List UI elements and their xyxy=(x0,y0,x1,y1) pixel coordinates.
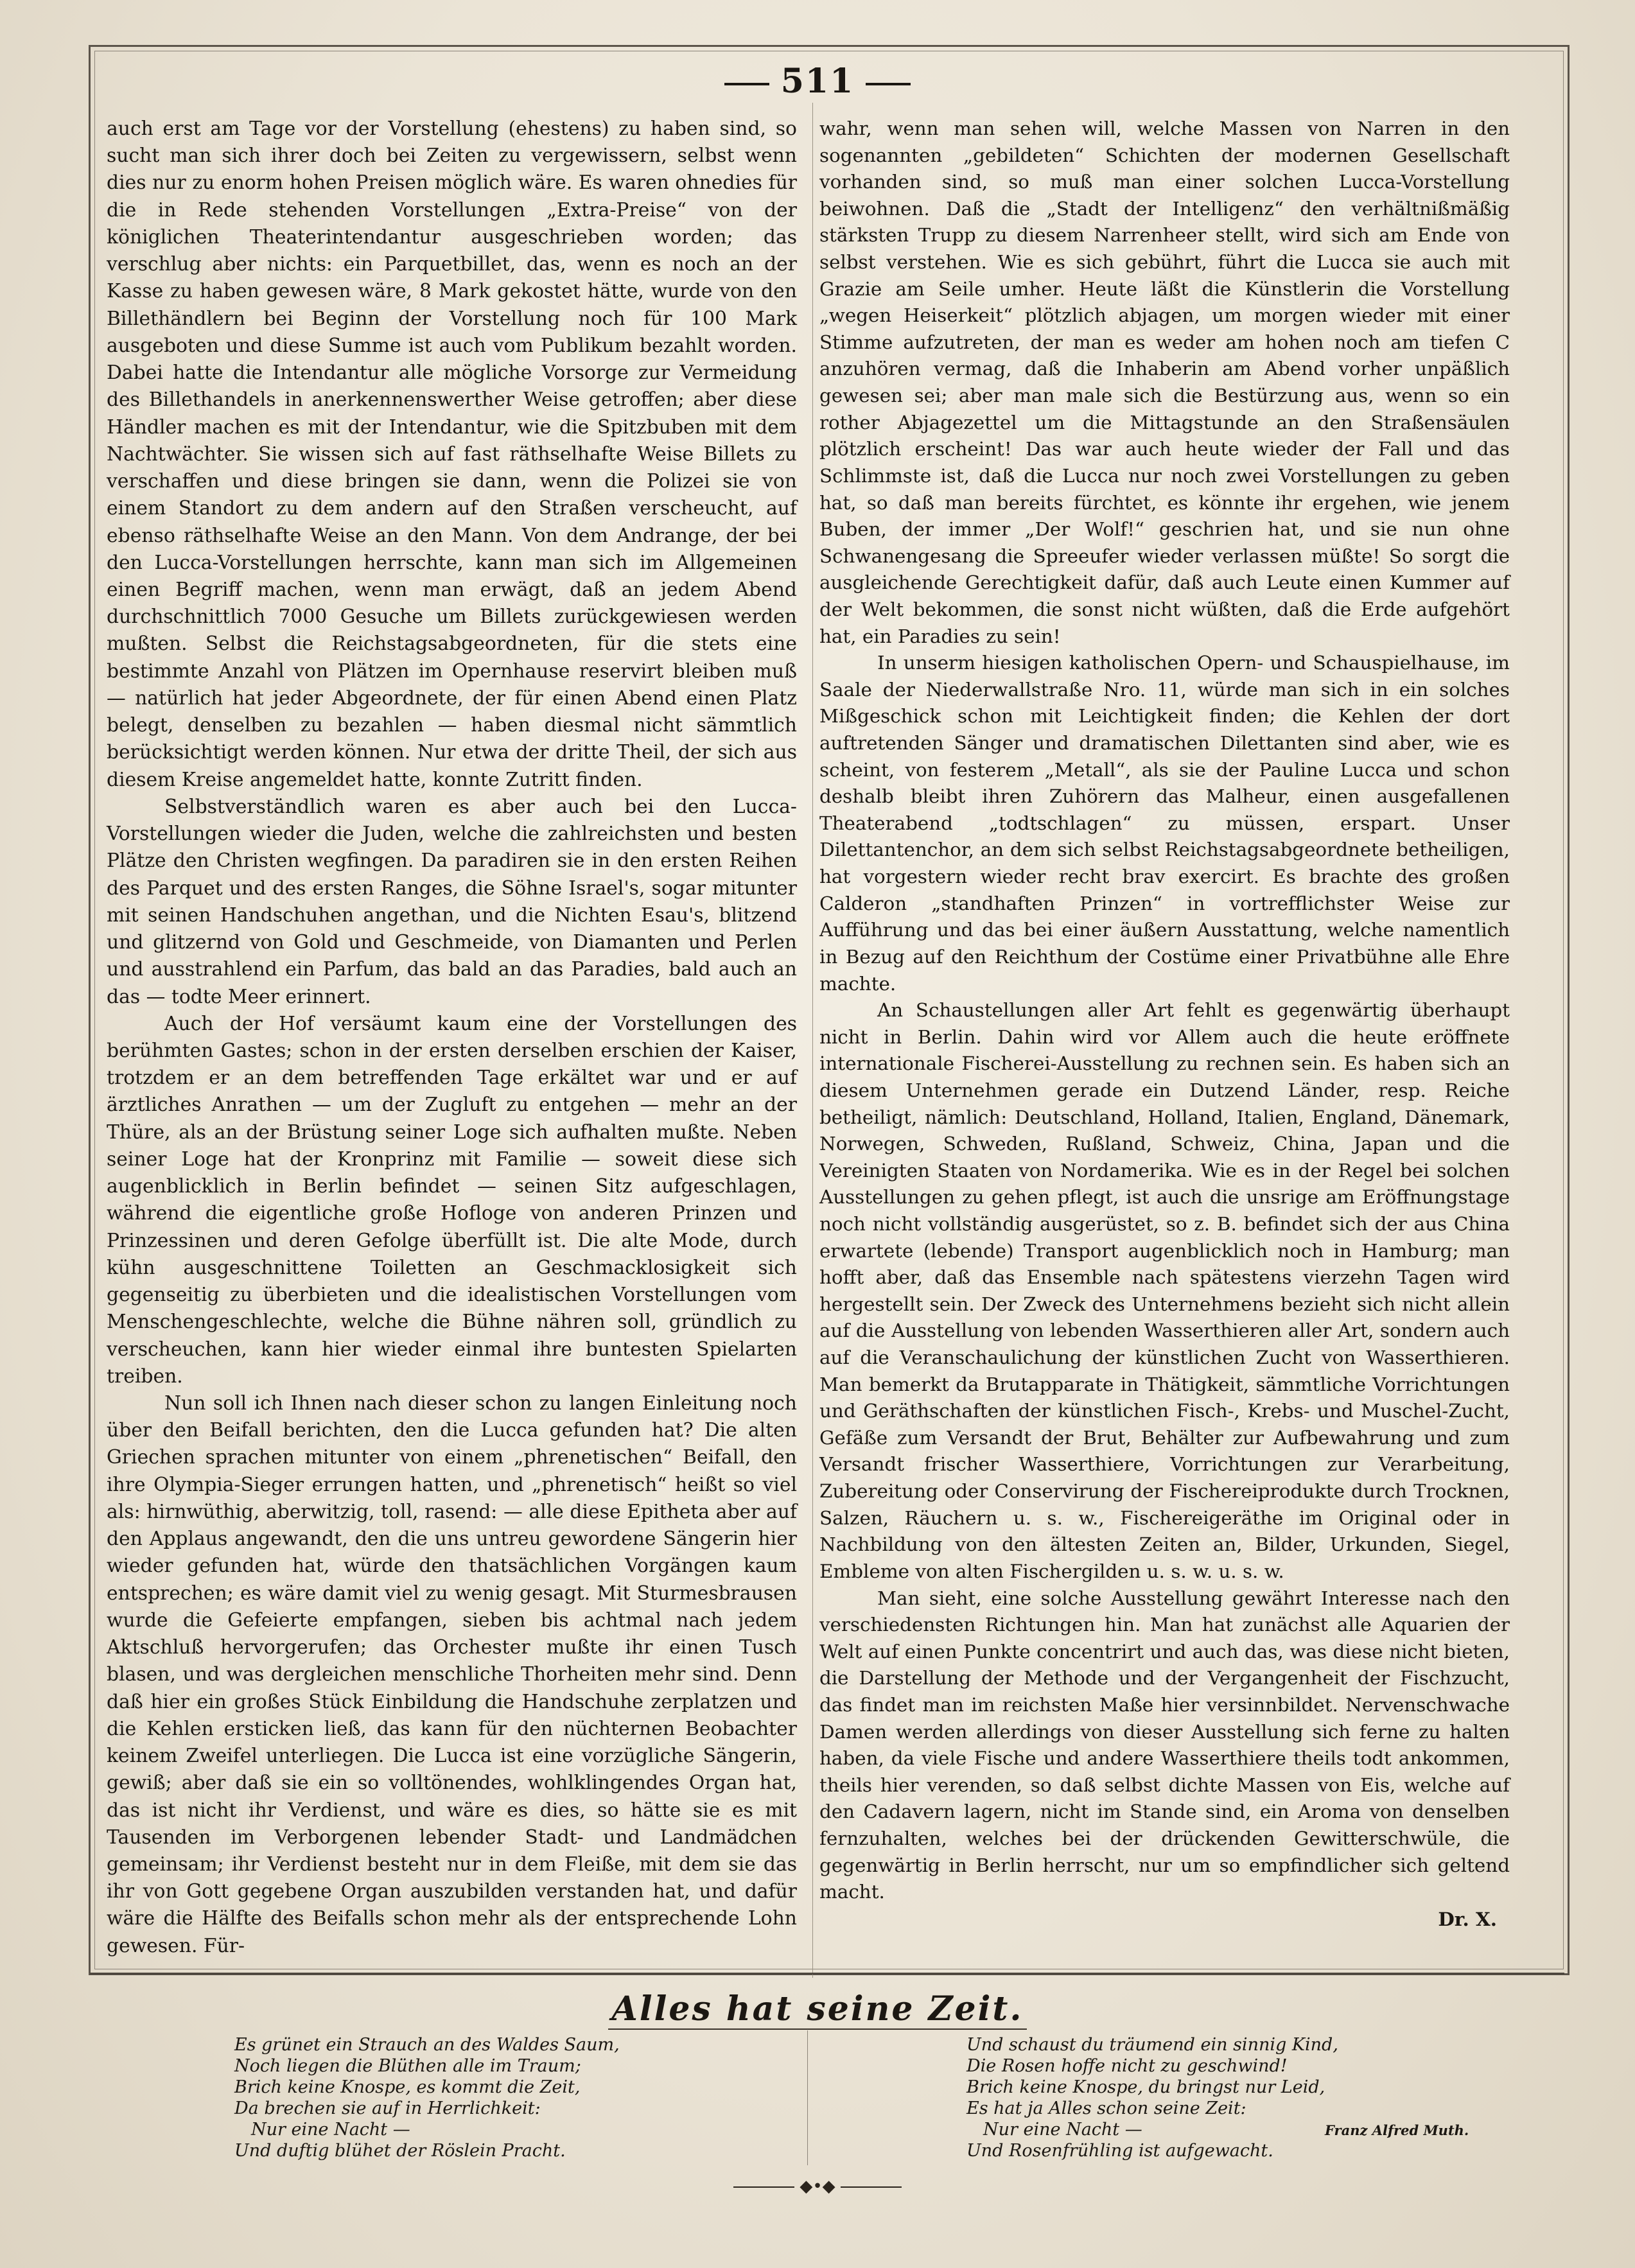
poem-line: Und schaust du träumend ein sinnig Kind, xyxy=(966,2035,1338,2055)
poem-line: Noch liegen die Blüthen alle im Traum; xyxy=(234,2056,581,2076)
ornament-glyph: ◆•◆ xyxy=(800,2177,835,2196)
poem-author: Franz Alfred Muth. xyxy=(1325,2122,1469,2138)
poem-stanza-2 xyxy=(966,2034,1338,2161)
poem-title xyxy=(0,1989,1635,2028)
section-separator xyxy=(90,1973,1564,1975)
page-number xyxy=(0,62,1635,101)
poem-line: Brich keine Knospe, du bringst nur Leid, xyxy=(966,2077,1325,2097)
paragraph: Nun soll ich Ihnen nach dieser schon zu langen Einleitung noch über den Beifall berichten, den die Lucca gefunden hat? Die alten Griechen sprachen mitunter von einem „phrenetischen“ Beifall, den ihre Olympia-Sieger errungen hatten, und „phrenetisch“ heißt so viel als: hirnwüthig, aberwitzig, toll, rasend: — alle diese Epitheta aber auf den Applaus angewandt, den die uns untreu gewordene Sängerin hier wieder gefunden hat, würde den thatsächlichen Vorgängen kaum entsprechen; es wäre damit viel zu wenig gesagt. Mit Sturmesbrausen wurde die Gefeierte empfangen, sieben bis achtmal nach jedem Aktschluß hervorgerufen; das Orchester mußte ihr einen Tusch blasen, und was dergleichen menschliche Thorheiten mehr sind. Denn daß hier ein großes Stück Einbildung die Handschuhe zerplatzen und die Kehlen ersticken ließ, das kann für den nüchternen Beobachter keinem Zweifel unterliegen. Die Lucca ist eine vorzügliche Sängerin, gewiß; aber daß sie ein so volltönendes, wohlklingendes Organ hat, das ist nicht ihr Verdienst, und wäre es dies, so hätte sie es mit Tausenden im Verborgenen lebender Stadt- und Landmädchen gemeinsam; ihr Verdienst besteht nur in dem Fleiße, mit dem sie das ihr von Gott gegebene Organ auszubilden verstanden hat, und dafür wäre die Hälfte des Beifalls schon mehr als der entsprechende Lohn gewesen. Für- xyxy=(107,1392,797,1957)
poem-line: Es hat ja Alles schon seine Zeit: xyxy=(966,2098,1246,2118)
paragraph: Selbstverständlich waren es aber auch bei den Lucca-Vorstellungen wieder die Juden, welche die zahlreichsten und besten Plätze den Christen wegfingen. Da paradiren sie in den ersten Reihen des Parquet und des ersten Ranges, die Söhne Israel's, sogar mitunter mit seinen Handschuhen angethan, und die Nichten Esau's, blitzend und glitzernd von Gold und Geschmeide, von Diamanten und Perlen und ausstrahlend ein Parfum, das bald an das Paradies, bald auch an das — todte Meer erinnert. xyxy=(107,795,797,1008)
poem-line: Und Rosenfrühling ist aufgewacht. xyxy=(966,2141,1273,2161)
paragraph: Auch der Hof versäumt kaum eine der Vorstellungen des berühmten Gastes; schon in der ersten derselben erschien der Kaiser, trotzdem er an dem betreffenden Tage erkältet war und er auf ärztliches Anrathen — um der Zugluft zu entgehen — mehr an der Thüre, als an der Brüstung seiner Loge sich aufhalten mußte. Neben seiner Loge hat der Kronprinz mit Familie — soweit diese sich augenblicklich in Berlin befindet — seinen Sitz aufgeschlagen, während die eigentliche große Hofloge von anderen Prinzen und Prinzessinen und deren Gefolge überfüllt ist. Die alte Mode, durch kühn ausgeschnittene Toiletten an Geschmacklosigkeit sich gegenseitig zu überbieten und die idealistischen Vorstellungen vom Menschengeschlechte, welche die Bühne nähren soll, gründlich zu verscheuchen, kann hier wieder einmal ihre buntesten Spielarten treiben. xyxy=(107,1012,797,1388)
left-column xyxy=(107,116,797,1960)
right-column xyxy=(819,116,1510,1932)
paragraph: wahr, wenn man sehen will, welche Massen von Narren in den sogenannten „gebildeten“ Schichten der modernen Gesellschaft vorhanden sind, so muß man einer solchen Lucca-Vorstellung beiwohnen. Daß die „Stadt der Intelligenz“ den verhältnißmäßig stärksten Trupp zu diesem Narrenheer stellt, wird sich am Ende von selbst verstehen. Wie es sich gebührt, führt die Lucca sie auch mit Grazie am Seile umher. Heute läßt die Künstlerin die Vorstellung „wegen Heiserkeit“ plötzlich abjagen, um morgen wieder mit einer Stimme aufzutreten, der man es weder am hohen noch am tiefen C anzuhören vermag, daß die Inhaberin am Abend vorher unpäßlich gewesen sei; aber man male sich die Bestürzung aus, wenn so ein rother Abjagezettel um die Mittagstunde an den Straßensäulen plötzlich erscheint! Das war auch heute wieder der Fall und das Schlimmste ist, daß die Lucca nur noch zwei Vorstellungen zu geben hat, so daß man bereits fürchtet, es könnte ihr ergehen, wie jenem Buben, der immer „Der Wolf!“ geschrien hat, und sie nun ohne Schwanengesang die Spreeufer wieder verlassen müßte! So sorgt die ausgleichende Gerechtigkeit dafür, daß auch Leute einen Kummer auf der Welt bekommen, die sonst nicht wüßten, daß die Erde aufgehört hat, ein Paradies zu sein! xyxy=(819,118,1510,647)
column-divider xyxy=(812,103,813,1978)
paragraph: auch erst am Tage vor der Vorstellung (ehestens) zu haben sind, so sucht man sich ihrer doch bei Zeiten zu vergewissern, selbst wenn dies nur zu enorm hohen Preisen möglich wäre. Es waren ohnedies für die in Rede stehenden Vorstellungen „Extra-Preise“ von der königlichen Theaterintendantur ausgeschrieben worden; das verschlug aber nichts: ein Parquetbillet, das, wenn es noch an der Kasse zu haben gewesen wäre, 8 Mark gekostet hätte, wurde von den Billethändlern bei Beginn der Vorstellung noch für 100 Mark ausgeboten und diese Summe ist auch vom Publikum bezahlt worden. Dabei hatte die Intendantur alle mögliche Vorsorge zur Vermeidung des Billethandels in anerkennenswerther Weise getroffen; aber diese Händler machen es mit der Intendantur, wie die Spitzbuben mit dem Nachtwächter. Sie wissen sich auf fast räthselhafte Weise Billets zu verschaffen und diese bringen sie dann, wenn die Polizei sie von einem Standort zu dem andern auf den Straßen verscheucht, auf ebenso räthselhafte Weise an den Mann. Von dem Andrange, der bei den Lucca-Vorstellungen herrschte, kann man sich im Allgemeinen einen Begriff machen, wenn man erwägt, daß an jedem Abend durchschnittlich 7000 Gesuche um Billets zurückgewiesen werden mußten. Selbst die Reichstagsabgeordneten, für die stets eine bestimmte Anzahl von Plätzen im Opernhause reservirt bleiben muß — natürlich hat jeder Abgeordnete, der für einen Abend einen Platz belegt, denselben zu bezahlen — haben diesmal nicht sämmtlich berücksichtigt werden können. Nur etwa der dritte Theil, der sich aus diesem Kreise angemeldet hatte, konnte Zutritt finden. xyxy=(107,118,797,791)
page-number-right-dash xyxy=(866,83,911,85)
paragraph: In unserm hiesigen katholischen Opern- und Schauspielhause, im Saale der Niederwallstraße Nro. 11, würde man sich in ein solches Mißgeschick schon mit Leichtigkeit finden; die Kehlen der dort auftretenden Sänger und dramatischen Dilettanten sind aber, wie es scheint, von festerem „Metall“, als sie der Pauline Lucca und schon deshalb bleibt ihren Zuhörern das Malheur, einen ausgefallenen Theaterabend „todtschlagen“ zu müssen, erspart. Unser Dilettantenchor, an dem sich selbst Reichstagsabgeordnete betheiligen, hat vorgestern wieder recht brav exercirt. Es brachte des großen Calderon „standhaften Prinzen“ in vortrefflichster Weise zur Aufführung und das bei einer äußern Ausstattung, welche namentlich in Bezug auf den Reichthum der Costüme einer Privatbühne alle Ehre machte. xyxy=(819,652,1510,995)
poem-line: Da brechen sie auf in Herrlichkeit: xyxy=(234,2098,541,2118)
page-number-value: 511 xyxy=(780,62,855,101)
article-signature: Dr. X. xyxy=(1438,1907,1497,1930)
poem-divider xyxy=(807,2030,808,2165)
poem-line: Und duftig blühet der Röslein Pracht. xyxy=(234,2141,566,2161)
poem-title-text: Alles hat seine Zeit. xyxy=(608,1989,1027,2030)
ornament-left-rule xyxy=(733,2186,794,2188)
poem-line: Nur eine Nacht — xyxy=(251,2120,410,2140)
paragraph: An Schaustellungen aller Art fehlt es gegenwärtig überhaupt nicht in Berlin. Dahin wird vor Allem auch die heute eröffnete internationale Fischerei-Ausstellung zu rechnen sein. Es haben sich an diesem Unternehmen gerade ein Dutzend Länder, resp. Reiche betheiligt, nämlich: Deutschland, Holland, Italien, England, Dänemark, Norwegen, Schweden, Rußland, Schweiz, China, Japan und die Vereinigten Staaten von Nordamerika. Wie es in der Regel bei solchen Ausstellungen zu gehen pflegt, ist auch die unsrige am Eröffnungstage noch nicht vollständig ausgerüstet, so z. B. befindet sich der aus China erwartete (lebende) Transport augenblicklich noch in Hamburg; man hofft aber, daß das Ensemble nach spätestens vierzehn Tagen wird hergestellt sein. Der Zweck des Unternehmens bezieht sich nicht allein auf die Ausstellung von lebenden Wasserthieren aller Art, sondern auch auf die Veranschaulichung der künstlichen Zucht von Wasserthieren. Man bemerkt da Brutapparate in Thätigkeit, sämmtliche Vorrichtungen und Geräthschaften der künstlichen Fisch-, Krebs- und Muschel-Zucht, Gefäße zum Versandt der Brut, Behälter zur Aufbewahrung und zum Versandt frischer Wasserthiere, Vorrichtungen zur Verarbeitung, Zubereitung oder Conservirung der Fischereiprodukte durch Trocknen, Salzen, Räuchern u. s. w., Fischereigeräthe im Original oder in Nachbildung von den ältesten Zeiten an, Bilder, Urkunden, Siegel, Embleme von alten Fischergilden u. s. w. u. s. w. xyxy=(819,999,1510,1582)
poem-stanza-1 xyxy=(234,2034,620,2161)
ornament-right-rule xyxy=(841,2186,902,2188)
end-ornament xyxy=(0,2177,1635,2196)
poem-line: Es grünet ein Strauch an des Waldes Saum, xyxy=(234,2035,620,2055)
paragraph: Man sieht, eine solche Ausstellung gewährt Interesse nach den verschiedensten Richtungen hin. Man hat zunächst alle Aquarien der Welt auf einen Punkte concentrirt und auch das, was diese nicht bieten, die Darstellung der Methode und der Vergangenheit der Fischzucht, das findet man im reichsten Maße hier versinnbildet. Nervenschwache Damen werden allerdings von dieser Ausstellung sich ferne zu halten haben, da viele Fische und andere Wasserthiere theils todt ankommen, theils hier verenden, so daß selbst dichte Massen von Eis, welche auf den Cadavern lagern, nicht im Stande sind, ein Aroma von denselben fernzuhalten, welches bei der drückenden Gewitterschwüle, die gegenwärtig in Berlin herrscht, nur um so empfindlicher sich geltend macht. xyxy=(819,1587,1510,1903)
poem-line: Brich keine Knospe, es kommt die Zeit, xyxy=(234,2077,581,2097)
page-number-left-dash xyxy=(724,83,769,85)
poem-line: Nur eine Nacht — xyxy=(983,2120,1142,2140)
poem-line: Die Rosen hoffe nicht zu geschwind! xyxy=(966,2056,1288,2076)
